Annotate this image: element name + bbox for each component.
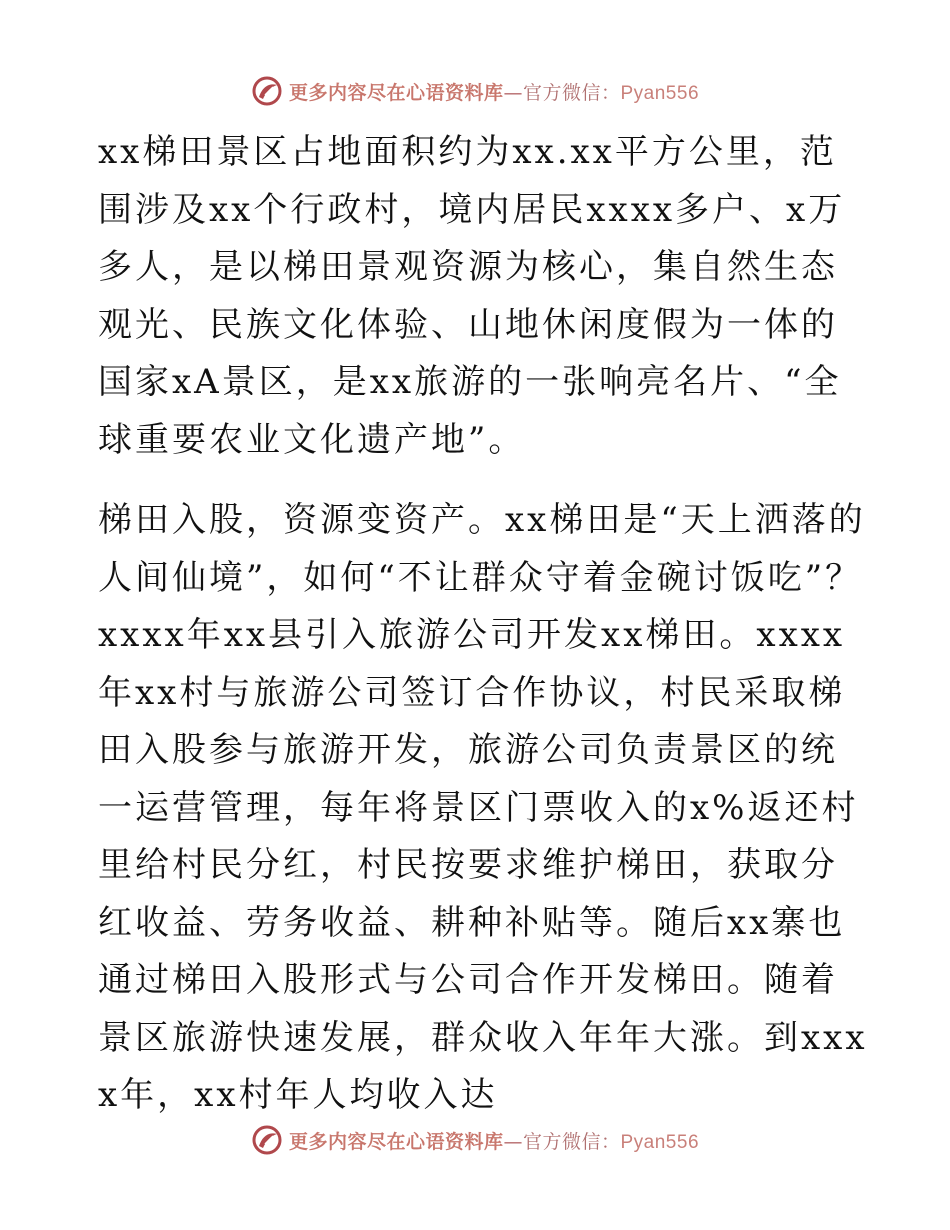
banner-text: [289, 78, 699, 105]
header-banner: [0, 74, 950, 108]
logo-icon: [251, 75, 283, 107]
banner-main-text: 更多内容尽在心语资料库: [288, 81, 504, 104]
banner-wechat-label: 官方微信：: [522, 1130, 621, 1153]
banner-wechat-id: Pyan556: [620, 1131, 700, 1153]
banner-main-text: 更多内容尽在心语资料库: [288, 1130, 504, 1153]
paragraph-1: xx梯田景区占地面积约为xx.xx平方公里，范围涉及xx个行政村，境内居民xxxx多户、x万多人，是以梯田景观资源为核心，集自然生态观光、民族文化体验、山地休闲度假为一体的国家xA景区，是xx旅游的一张响亮名片、“全球重要农业文化遗产地”。: [98, 132, 846, 460]
banner-wechat-label: 官方微信：: [522, 81, 621, 104]
banner-separator: —: [503, 1130, 523, 1153]
banner-separator: —: [503, 81, 523, 104]
banner-text: [289, 1127, 699, 1154]
document-body: [98, 124, 868, 1125]
paragraph-2: 梯田入股，资源变资产。xx梯田是“天上洒落的人间仙境”，如何“不让群众守着金碗讨饭吃”？xxxx年xx县引入旅游公司开发xx梯田。xxxx年xx村与旅游公司签订合作协议，村民采取梯田入股参与旅游开发，旅游公司负责景区的统一运营管理，每年将景区门票收入的x%返还村里给村民分红，村民按要求维护梯田，获取分红收益、劳务收益、耕种补贴等。随后xx寨也通过梯田入股形式与公司合作开发梯田。随着景区旅游快速发展，群众收入年年大涨。到xxxx年，xx村年人均收入达: [98, 500, 868, 1115]
logo-icon: [251, 1124, 283, 1156]
banner-wechat-id: Pyan556: [620, 82, 700, 104]
footer-banner: [0, 1123, 950, 1157]
